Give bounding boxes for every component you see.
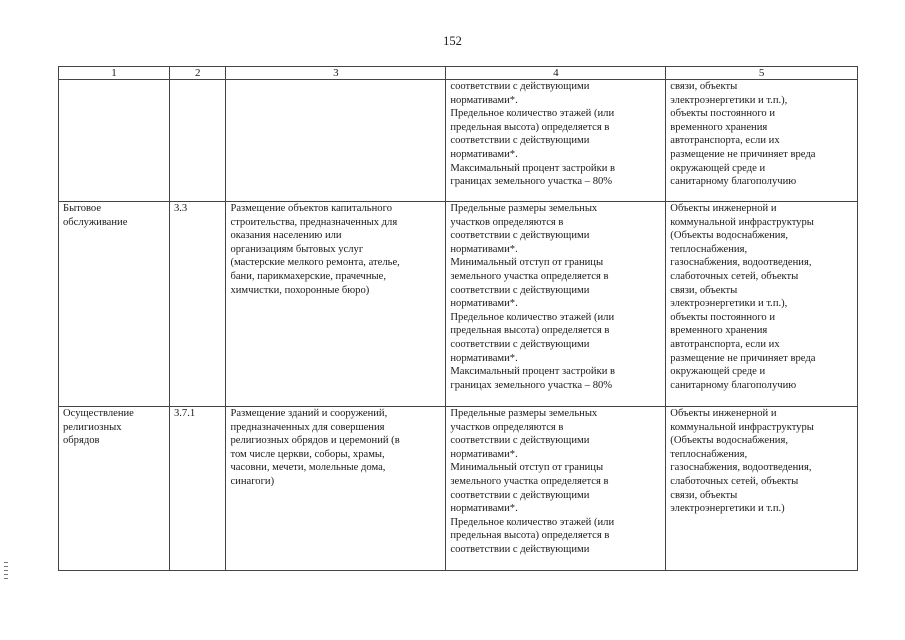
column-header-5: 5 xyxy=(666,67,858,80)
text-line: нормативами*. xyxy=(450,503,518,515)
use-name-cell xyxy=(59,407,170,571)
text-line: Максимальный процент застройки в xyxy=(450,366,616,378)
column-header-2: 2 xyxy=(169,67,225,80)
use-description-cell xyxy=(226,407,446,571)
parameters-cell xyxy=(446,80,666,202)
text-line: Объекты инженерной и xyxy=(670,203,777,214)
table-row-continuation xyxy=(59,80,858,202)
text-line: Предельные размеры земельных xyxy=(450,203,598,214)
use-code-cell xyxy=(169,80,225,202)
column-header-4: 4 xyxy=(446,67,666,80)
text-line: предельная высота) определяется в xyxy=(450,325,610,337)
text-line: коммунальной инфраструктуры xyxy=(670,216,814,228)
text-line: связи, объекты xyxy=(670,81,738,92)
text-line: участков определяются в xyxy=(450,216,564,228)
table-row-religious-rites xyxy=(59,407,858,571)
infrastructure-cell xyxy=(666,407,858,571)
use-code-cell: 3.3 xyxy=(169,202,225,407)
text-line: слаботочных сетей, объекты xyxy=(670,270,799,282)
text-line: химчистки, похоронные бюро) xyxy=(230,284,370,296)
text-line: предельная высота) определяется в xyxy=(450,121,610,133)
text-line: газоснабжения, водоотведения, xyxy=(670,257,812,269)
text-line: религиозных xyxy=(63,421,122,433)
text-line: Предельное количество этажей (или xyxy=(450,108,615,120)
text-line: связи, объекты xyxy=(670,489,738,501)
text-line: соответствии с действующими xyxy=(450,284,590,296)
text-line: теплоснабжения, xyxy=(670,243,748,255)
column-header-3: 3 xyxy=(226,67,446,80)
text-line: Максимальный процент застройки в xyxy=(450,162,616,174)
text-line: нормативами*. xyxy=(450,448,518,460)
text-line: нормативами*. xyxy=(450,243,518,255)
text-line: предназначенных для совершения xyxy=(230,421,385,433)
text-line: электроэнергетики и т.п.), xyxy=(670,94,788,106)
use-description-cell xyxy=(226,80,446,202)
text-line: электроэнергетики и т.п.), xyxy=(670,298,788,310)
use-name-cell xyxy=(59,202,170,407)
text-line: коммунальной инфраструктуры xyxy=(670,421,814,433)
text-line: Предельное количество этажей (или xyxy=(450,311,615,323)
parameters-cell xyxy=(446,202,666,407)
text-line: (Объекты водоснабжения, xyxy=(670,230,788,242)
text-line: бани, парикмахерские, прачечные, xyxy=(230,270,387,282)
text-line: строительства, предназначенных для xyxy=(230,216,398,228)
text-line: организациям бытовых услуг xyxy=(230,243,364,255)
text-line: соответствии с действующими xyxy=(450,489,590,501)
text-line: (мастерские мелкого ремонта, ателье, xyxy=(230,257,400,269)
text-line: санитарному благополучию xyxy=(670,176,797,188)
text-line: синагоги) xyxy=(230,475,275,487)
text-line: Минимальный отступ от границы xyxy=(450,257,604,269)
land-use-table xyxy=(58,66,858,571)
text-line: газоснабжения, водоотведения, xyxy=(670,462,812,474)
parameters-cell xyxy=(446,407,666,571)
text-line: автотранспорта, если их xyxy=(670,338,780,350)
text-line: размещение не причиняет вреда xyxy=(670,352,816,364)
text-line: автотранспорта, если их xyxy=(670,135,780,147)
text-line: соответствии с действующими xyxy=(450,338,590,350)
text-line: электроэнергетики и т.п.) xyxy=(670,503,785,515)
text-line: теплоснабжения, xyxy=(670,448,748,460)
text-line: санитарному благополучию xyxy=(670,379,797,391)
text-line: нормативами*. xyxy=(450,148,518,160)
text-line: окружающей среде и xyxy=(670,162,766,174)
text-line: предельная высота) определяется в xyxy=(450,530,610,542)
text-line: Предельное количество этажей (или xyxy=(450,516,615,528)
text-line: Объекты инженерной и xyxy=(670,408,777,419)
text-line: нормативами*. xyxy=(450,298,518,310)
header-row xyxy=(59,67,858,80)
text-line: Предельные размеры земельных xyxy=(450,408,598,419)
text-line: земельного участка определяется в xyxy=(450,270,609,282)
text-line: соответствии с действующими xyxy=(450,230,590,242)
margin-scan-marks xyxy=(4,562,8,582)
text-line: том числе церкви, соборы, храмы, xyxy=(230,448,385,460)
text-line: Размещение объектов капитального xyxy=(230,203,392,214)
use-name-cell xyxy=(59,80,170,202)
text-line: размещение не причиняет вреда xyxy=(670,148,816,160)
text-line: участков определяются в xyxy=(450,421,564,433)
text-line: соответствии с действующими xyxy=(450,543,590,555)
infrastructure-cell xyxy=(666,202,858,407)
table-row-consumer-services xyxy=(59,202,858,407)
text-line: объекты постоянного и xyxy=(670,108,776,120)
text-line: Размещение зданий и сооружений, xyxy=(230,408,388,419)
text-line: границах земельного участка – 80% xyxy=(450,176,613,188)
text-line: оказания населению или xyxy=(230,230,342,242)
text-line: земельного участка определяется в xyxy=(450,475,609,487)
text-line: нормативами*. xyxy=(450,352,518,364)
text-line: нормативами*. xyxy=(450,94,518,106)
text-line: связи, объекты xyxy=(670,284,738,296)
text-line: Осуществление xyxy=(63,408,134,419)
text-line: временного хранения xyxy=(670,325,768,337)
text-line: окружающей среде и xyxy=(670,366,766,378)
use-description-cell xyxy=(226,202,446,407)
text-line: часовни, мечети, молельные дома, xyxy=(230,462,386,474)
text-line: границах земельного участка – 80% xyxy=(450,379,613,391)
text-line: временного хранения xyxy=(670,121,768,133)
text-line: соответствии с действующими xyxy=(450,81,590,92)
use-code-cell: 3.7.1 xyxy=(169,407,225,571)
page-number: 152 xyxy=(443,34,462,48)
text-line: соответствии с действующими xyxy=(450,135,590,147)
text-line: объекты постоянного и xyxy=(670,311,776,323)
text-line: религиозных обрядов и церемоний (в xyxy=(230,435,400,447)
text-line: обрядов xyxy=(63,435,100,447)
text-line: Минимальный отступ от границы xyxy=(450,462,604,474)
text-line: обслуживание xyxy=(63,216,128,228)
infrastructure-cell xyxy=(666,80,858,202)
text-line: слаботочных сетей, объекты xyxy=(670,475,799,487)
text-line: Бытовое xyxy=(63,203,102,214)
text-line: (Объекты водоснабжения, xyxy=(670,435,788,447)
column-header-1: 1 xyxy=(59,67,170,80)
text-line: соответствии с действующими xyxy=(450,435,590,447)
